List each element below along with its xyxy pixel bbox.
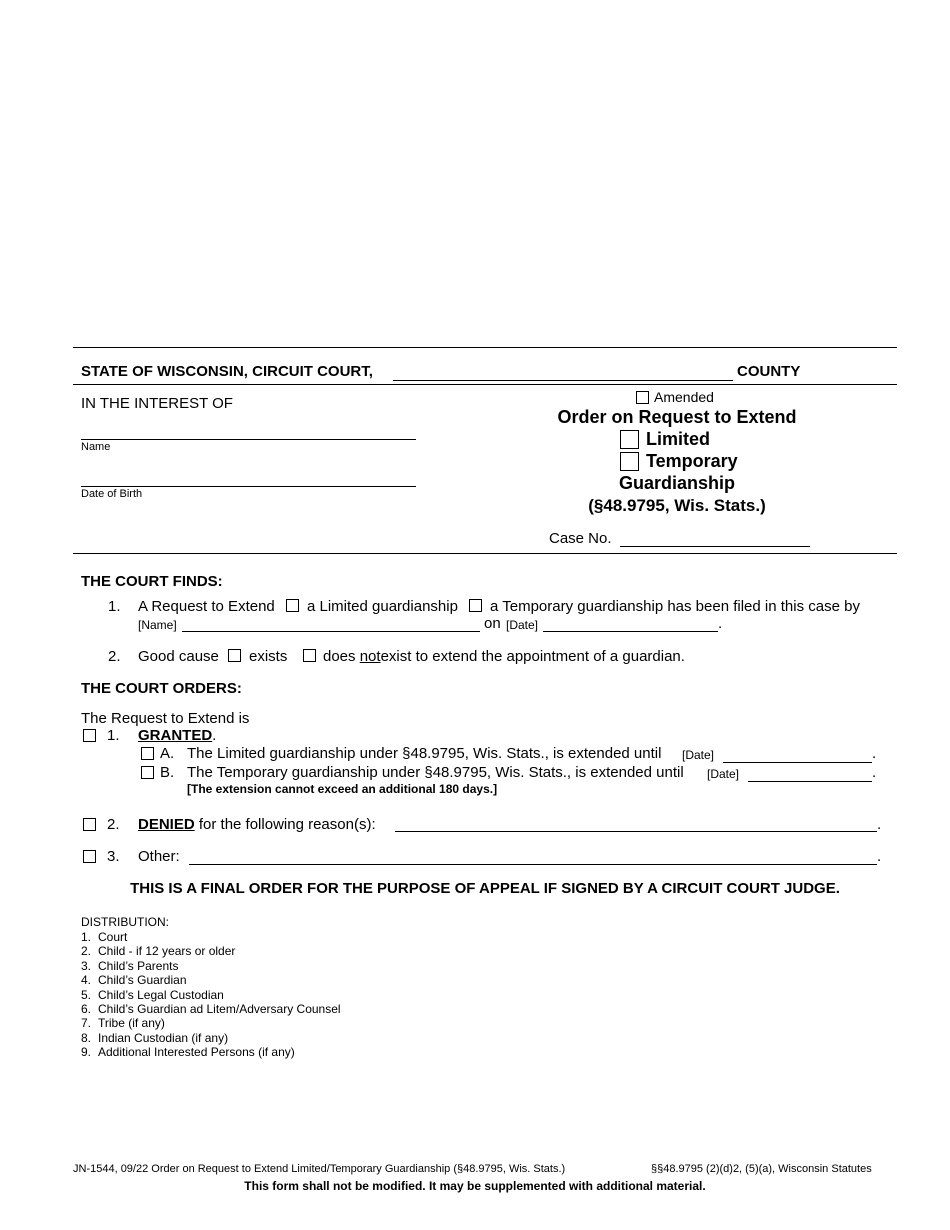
denied-number: 2.	[107, 816, 120, 833]
other-checkbox[interactable]	[83, 850, 96, 863]
other-field[interactable]	[189, 864, 877, 865]
finding-1-on-label: on	[484, 615, 501, 632]
finding-2-rest: exist to extend the appointment of a guardian.	[380, 648, 685, 665]
granted-a-letter: A.	[160, 745, 175, 762]
form-title: Order on Request to Extend	[557, 407, 797, 427]
finding-1-period: .	[718, 615, 723, 632]
county-label: COUNTY	[737, 363, 801, 380]
form-statute: (§48.9795, Wis. Stats.)	[588, 496, 766, 515]
caption-bottom-rule	[73, 553, 897, 554]
finding-1-temporary-checkbox[interactable]	[469, 599, 482, 612]
orders-intro: The Request to Extend is	[81, 710, 250, 727]
granted-label: GRANTED	[138, 727, 213, 744]
case-no-label: Case No.	[549, 530, 612, 547]
distribution-heading: DISTRIBUTION:	[81, 915, 170, 929]
extension-limit-note: [The extension cannot exceed an additional 180 days.]	[187, 782, 498, 796]
list-item: 7. Tribe (if any)	[81, 1016, 165, 1031]
temporary-checkbox[interactable]	[620, 452, 639, 471]
denied-period: .	[877, 816, 882, 833]
list-item: 3. Child’s Parents	[81, 958, 179, 973]
form-title-guardianship: Guardianship	[618, 473, 735, 493]
state-court-label: STATE OF WISCONSIN, CIRCUIT COURT,	[81, 363, 373, 380]
denied-label: DENIED	[138, 816, 195, 833]
granted-a-checkbox[interactable]	[141, 747, 154, 760]
dob-field-line[interactable]	[81, 486, 416, 487]
granted-number: 1.	[107, 727, 120, 744]
interest-of-label: IN THE INTEREST OF	[81, 395, 233, 412]
caption-top-rule	[73, 347, 897, 348]
orders-heading: THE COURT ORDERS:	[81, 680, 242, 697]
limited-label: Limited	[646, 429, 711, 449]
denied-text: for the following reason(s):	[198, 816, 376, 833]
granted-b-date-field[interactable]	[748, 781, 872, 782]
granted-a-date-label: [Date]	[682, 748, 715, 762]
granted-label-wrap	[138, 727, 216, 744]
good-cause-exists-checkbox[interactable]	[228, 649, 241, 662]
granted-b-letter: B.	[160, 764, 175, 781]
list-item: 4. Child’s Guardian	[81, 973, 187, 988]
finding-1-text-a: A Request to Extend	[138, 598, 275, 615]
other-period: .	[877, 848, 882, 865]
final-order-notice: THIS IS A FINAL ORDER FOR THE PURPOSE OF APPEAL IF SIGNED BY A CIRCUIT COURT JUDGE.	[130, 880, 840, 897]
finding-2-text-a: Good cause	[138, 648, 219, 665]
distribution-list	[81, 930, 341, 1060]
granted-a-period: .	[872, 745, 877, 762]
amended-label: Amended	[654, 389, 714, 405]
name-label: Name	[81, 441, 111, 453]
findings-heading: THE COURT FINDS:	[81, 573, 223, 590]
statutes-footer: §§48.9795 (2)(d)2, (5)(a), Wisconsin Statutes	[651, 1163, 872, 1175]
finding-2-does: does	[323, 648, 356, 665]
finding-1-name-label: [Name]	[138, 618, 177, 632]
denied-label-wrap	[138, 816, 376, 833]
finding-1-request-checkbox[interactable]	[286, 599, 299, 612]
granted-b-checkbox[interactable]	[141, 766, 154, 779]
dob-label: Date of Birth	[81, 488, 143, 500]
list-item: 1. Court	[81, 930, 128, 944]
denied-reason-field[interactable]	[395, 831, 877, 832]
granted-b-date-label: [Date]	[707, 767, 740, 781]
granted-checkbox[interactable]	[83, 729, 96, 742]
granted-b-text: The Temporary guardianship under §48.9795, Wis. Stats., is extended until	[187, 764, 684, 781]
finding-1-date-field[interactable]	[543, 631, 718, 632]
list-item: 6. Child’s Guardian ad Litem/Adversary Counsel	[81, 1002, 341, 1017]
denied-checkbox[interactable]	[83, 818, 96, 831]
caption-rule-2	[73, 384, 897, 385]
finding-2-not: not	[359, 648, 381, 665]
limited-checkbox[interactable]	[620, 430, 639, 449]
case-no-field[interactable]	[620, 546, 810, 547]
finding-2-text-c	[323, 648, 685, 665]
county-name-field[interactable]	[393, 380, 733, 381]
name-field-line[interactable]	[81, 439, 416, 440]
temporary-label: Temporary	[646, 451, 738, 471]
amended-checkbox[interactable]	[636, 391, 649, 404]
other-label: Other:	[138, 848, 180, 865]
granted-b-period: .	[872, 764, 877, 781]
finding-2-text-b: exists	[249, 648, 288, 665]
granted-a-text: The Limited guardianship under §48.9795, Wis. Stats., is extended until	[187, 745, 662, 762]
list-item: 8. Indian Custodian (if any)	[81, 1030, 229, 1045]
finding-1-text-c: a Temporary guardianship has been filed in this case by	[490, 598, 860, 615]
list-item: 5. Child’s Legal Custodian	[81, 987, 224, 1002]
finding-1-date-label: [Date]	[506, 618, 539, 632]
modification-notice: This form shall not be modified. It may be supplemented with additional material.	[244, 1179, 706, 1193]
list-item: 2. Child - if 12 years or older	[81, 944, 236, 959]
form-id-footer: JN-1544, 09/22 Order on Request to Extend Limited/Temporary Guardianship (§48.9795, Wis. Stats.)	[73, 1163, 566, 1175]
granted-period: .	[212, 727, 217, 744]
finding-2-number: 2.	[108, 648, 121, 665]
list-item: 9. Additional Interested Persons (if any)	[81, 1045, 295, 1060]
granted-a-date-field[interactable]	[723, 762, 872, 763]
finding-1-name-field[interactable]	[182, 631, 480, 632]
finding-1-number: 1.	[108, 598, 121, 615]
good-cause-not-exists-checkbox[interactable]	[303, 649, 316, 662]
other-number: 3.	[107, 848, 120, 865]
finding-1-text-b: a Limited guardianship	[307, 598, 458, 615]
